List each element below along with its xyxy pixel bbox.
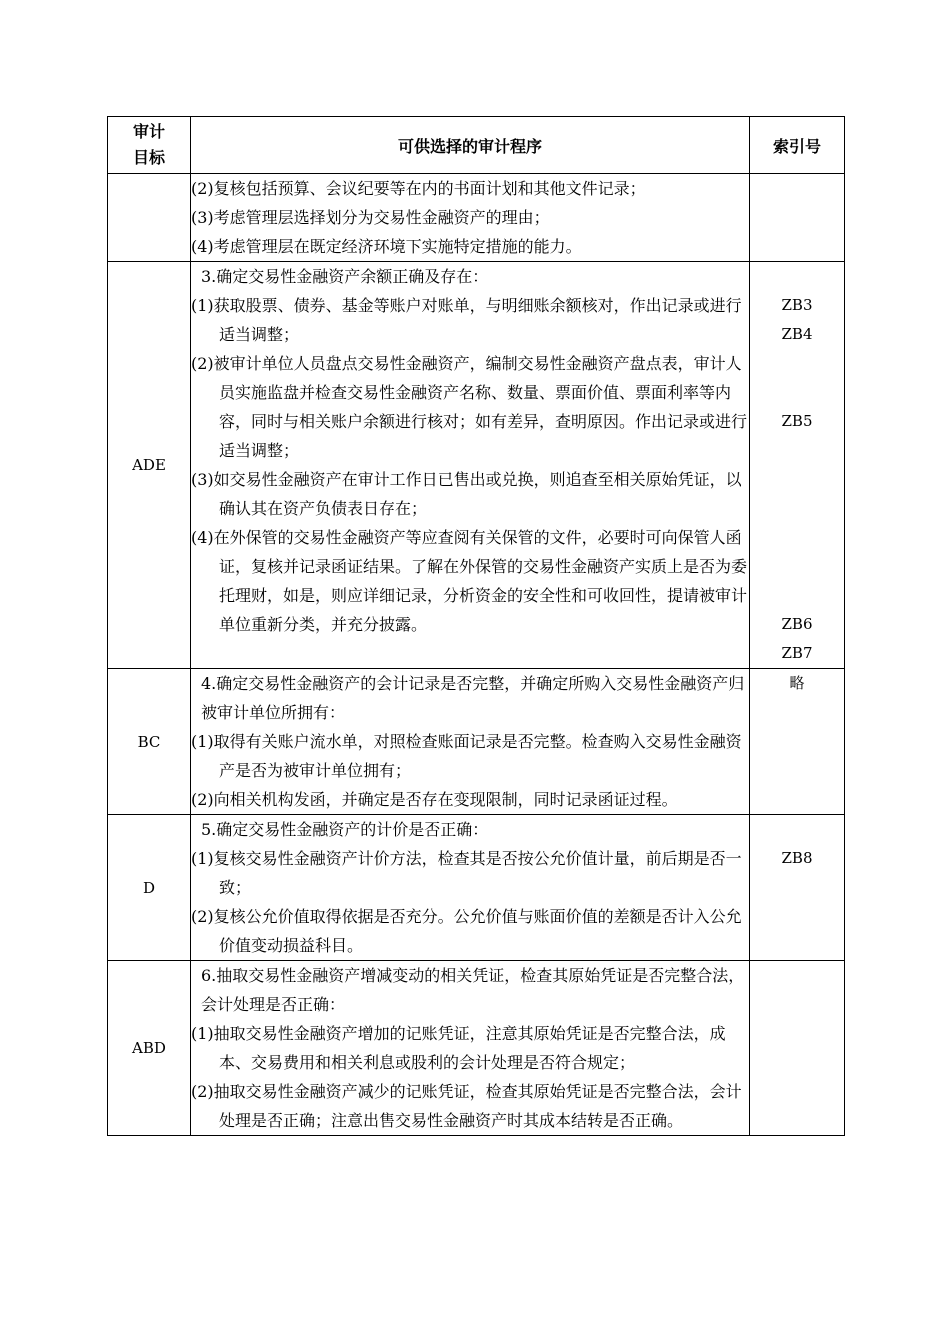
index-ref [750, 262, 844, 291]
index-ref: ZB6 [781, 615, 813, 633]
table-row [108, 174, 845, 262]
index-cell [750, 815, 845, 961]
table-row [108, 961, 845, 1136]
index-ref: ZB5 [781, 412, 813, 430]
header-procedure: 可供选择的审计程序 [191, 117, 750, 174]
audit-procedure-table [107, 116, 845, 1136]
index-ref [750, 552, 844, 581]
table-row [108, 815, 845, 961]
index-cell [750, 174, 845, 262]
procedure-item: (2)被审计单位人员盘点交易性金融资产，编制交易性金融资产盘点表，审计人员实施监盘并检查交易性金融资产名称、数量、票面价值、票面利率等内容，同时与相关账户余额进行核对；如有差异，查明原因。作出记录或进行适当调整； [191, 354, 748, 460]
index-ref: ZB3 [781, 296, 813, 314]
index-cell [750, 961, 845, 1136]
procedure-item: (1)复核交易性金融资产计价方法，检查其是否按公允价值计量，前后期是否一致； [191, 849, 742, 897]
index-ref [750, 378, 844, 407]
table-header-row [108, 117, 845, 174]
index-ref [750, 465, 844, 494]
table-row [108, 262, 845, 669]
procedure-item: (4)在外保管的交易性金融资产等应查阅有关保管的文件，必要时可向保管人函证，复核并记录函证结果。了解在外保管的交易性金融资产实质上是否为委托理财，如是，则应详细记录，分析资金的安全性和可收回性，提请被审计单位重新分类，并充分披露。 [191, 528, 748, 634]
index-ref [750, 436, 844, 465]
header-objective-line2: 目标 [132, 148, 165, 167]
procedure-item: (2)抽取交易性金融资产减少的记账凭证，检查其原始凭证是否完整合法，会计处理是否正确；注意出售交易性金融资产时其成本结转是否正确。 [191, 1082, 742, 1130]
index-ref: ZB8 [781, 849, 813, 867]
index-ref [750, 494, 844, 523]
index-cell [750, 262, 845, 669]
objective-cell: D [108, 815, 191, 961]
index-ref [750, 523, 844, 552]
procedure-item: (1)取得有关账户流水单，对照检查账面记录是否完整。检查购入交易性金融资产是否为被审计单位拥有； [191, 732, 742, 780]
procedure-cell [191, 174, 750, 262]
objective-cell: ADE [108, 262, 191, 669]
procedure-cell [191, 961, 750, 1136]
procedure-item: (4)考虑管理层在既定经济环境下实施特定措施的能力。 [191, 237, 582, 256]
index-ref [750, 581, 844, 610]
index-ref: ZB7 [781, 644, 813, 662]
procedure-item: (2)向相关机构发函，并确定是否存在变现限制，同时记录函证过程。 [191, 790, 678, 809]
header-index: 索引号 [750, 117, 845, 174]
header-objective [108, 117, 191, 174]
procedure-step-title: 5.确定交易性金融资产的计价是否正确： [201, 820, 489, 839]
procedure-item: (3)如交易性金融资产在审计工作日已售出或兑换，则追查至相关原始凭证，以确认其在资产负债表日存在； [191, 470, 742, 518]
procedure-step-title: 3.确定交易性金融资产余额正确及存在： [201, 267, 489, 286]
procedure-item: (1)抽取交易性金融资产增加的记账凭证，注意其原始凭证是否完整合法，成本、交易费用和相关利息或股利的会计处理是否符合规定； [191, 1024, 726, 1072]
index-ref: ZB4 [781, 325, 813, 343]
procedure-cell [191, 669, 750, 815]
header-objective-line1: 审计 [132, 122, 165, 141]
procedure-step-title: 6.抽取交易性金融资产增减变动的相关凭证，检查其原始凭证是否完整合法，会计处理是否正确： [201, 966, 745, 1014]
procedure-item: (1)获取股票、债券、基金等账户对账单，与明细账余额核对，作出记录或进行适当调整； [191, 296, 742, 344]
objective-cell: BC [108, 669, 191, 815]
procedure-item: (3)考虑管理层选择划分为交易性金融资产的理由； [191, 208, 550, 227]
procedure-item: (2)复核公允价值取得依据是否充分。公允价值与账面价值的差额是否计入公允价值变动损益科目。 [191, 907, 742, 955]
objective-cell [108, 174, 191, 262]
procedure-cell [191, 815, 750, 961]
index-ref: 略 [789, 674, 805, 692]
index-ref [750, 349, 844, 378]
procedure-item: (2)复核包括预算、会议纪要等在内的书面计划和其他文件记录； [191, 179, 646, 198]
table-row [108, 669, 845, 815]
index-ref [750, 815, 844, 844]
objective-cell: ABD [108, 961, 191, 1136]
procedure-step-title: 4.确定交易性金融资产的会计记录是否完整，并确定所购入交易性金融资产归被审计单位所拥有： [201, 674, 745, 722]
index-cell [750, 669, 845, 815]
procedure-cell [191, 262, 750, 669]
